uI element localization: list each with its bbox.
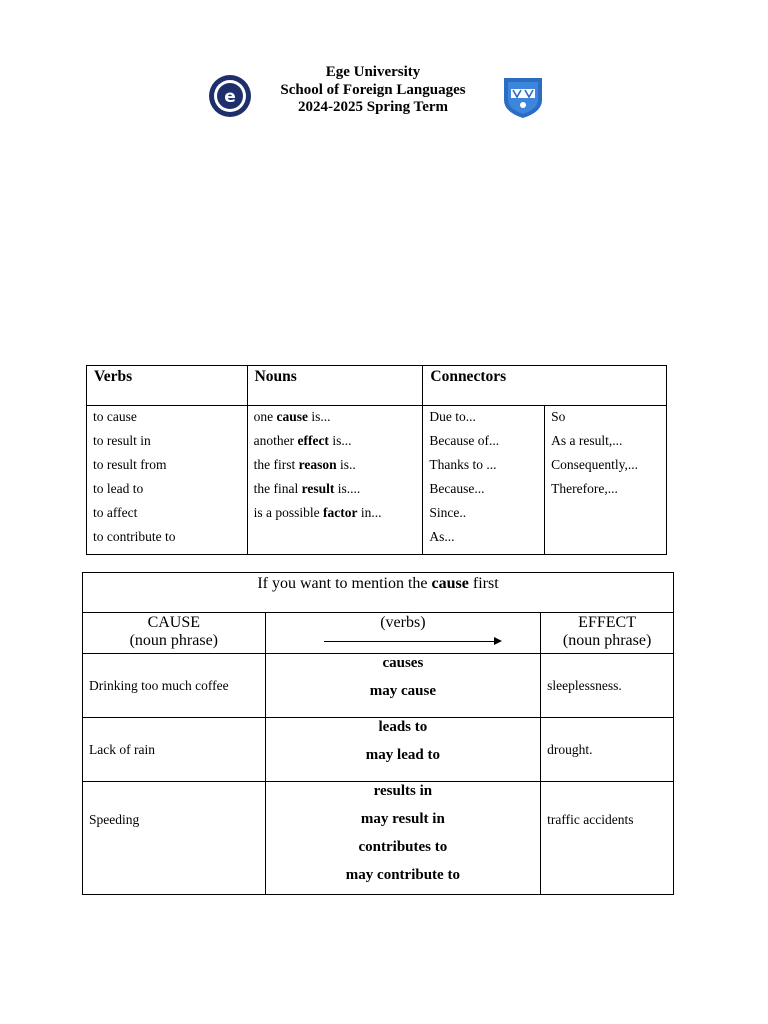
connector-item: As a result,...	[551, 433, 623, 448]
university-name: Ege University	[325, 64, 421, 80]
table-row	[83, 782, 674, 895]
verb-item: to affect	[93, 505, 138, 520]
term-name: 2024-2025 Spring Term	[297, 99, 448, 115]
header-verbs: Verbs	[87, 366, 248, 406]
connector-item: Consequently,...	[551, 457, 638, 472]
ege-university-logo	[208, 74, 252, 118]
school-shield-logo	[500, 74, 546, 120]
vocabulary-table	[86, 365, 667, 555]
verbs-column	[87, 406, 248, 555]
cause-table-header-row	[83, 613, 674, 654]
document-header	[266, 64, 480, 117]
effect-cell: sleeplessness.	[541, 654, 674, 718]
connector-item: Thanks to ...	[429, 457, 497, 472]
noun-item: one cause is...	[253, 409, 331, 424]
noun-item: the final result is....	[253, 481, 361, 496]
cause-column-header: CAUSE (noun phrase)	[83, 613, 266, 654]
verbs-column-header: (verbs)	[265, 613, 541, 654]
verb-item: to result from	[93, 457, 167, 472]
cause-table-title-row	[83, 573, 674, 613]
effect-cell: traffic accidents	[541, 782, 674, 895]
connector-item: Due to...	[429, 409, 476, 424]
verb-item: to result in	[93, 433, 151, 448]
table-row	[83, 654, 674, 718]
connectors-column-b	[545, 406, 667, 555]
verbs-cell: causes may cause	[265, 654, 541, 718]
cause-cell: Drinking too much coffee	[83, 654, 266, 718]
verb-item: to cause	[93, 409, 137, 424]
cause-cell: Lack of rain	[83, 718, 266, 782]
verb-item: to contribute to	[93, 529, 176, 544]
right-arrow-icon	[266, 632, 541, 646]
noun-item: another effect is...	[253, 433, 352, 448]
connector-item: So	[551, 409, 566, 424]
connectors-column-a	[423, 406, 545, 555]
nouns-column	[247, 406, 423, 555]
connector-item: Because...	[429, 481, 485, 496]
verbs-cell: leads to may lead to	[265, 718, 541, 782]
cause-effect-table	[82, 572, 674, 895]
noun-item: is a possible factor in...	[253, 505, 382, 520]
vocab-header-row	[87, 366, 667, 406]
effect-cell: drought.	[541, 718, 674, 782]
vocab-body-row	[87, 406, 667, 555]
connector-item: As...	[429, 529, 455, 544]
connector-item: Since..	[429, 505, 467, 520]
noun-item: the first reason is..	[253, 457, 356, 472]
verbs-cell: results in may result in contributes to may contribute to	[265, 782, 541, 895]
table-row	[83, 718, 674, 782]
verb-item: to lead to	[93, 481, 144, 496]
cause-cell: Speeding	[83, 782, 266, 895]
header-nouns: Nouns	[247, 366, 423, 406]
connector-item: Because of...	[429, 433, 500, 448]
school-name: School of Foreign Languages	[280, 81, 466, 98]
connector-item: Therefore,...	[551, 481, 618, 496]
cause-table-title: If you want to mention the cause first	[83, 573, 674, 613]
header-connectors: Connectors	[423, 366, 667, 406]
effect-column-header: EFFECT (noun phrase)	[541, 613, 674, 654]
svg-text:e: e	[224, 87, 236, 107]
